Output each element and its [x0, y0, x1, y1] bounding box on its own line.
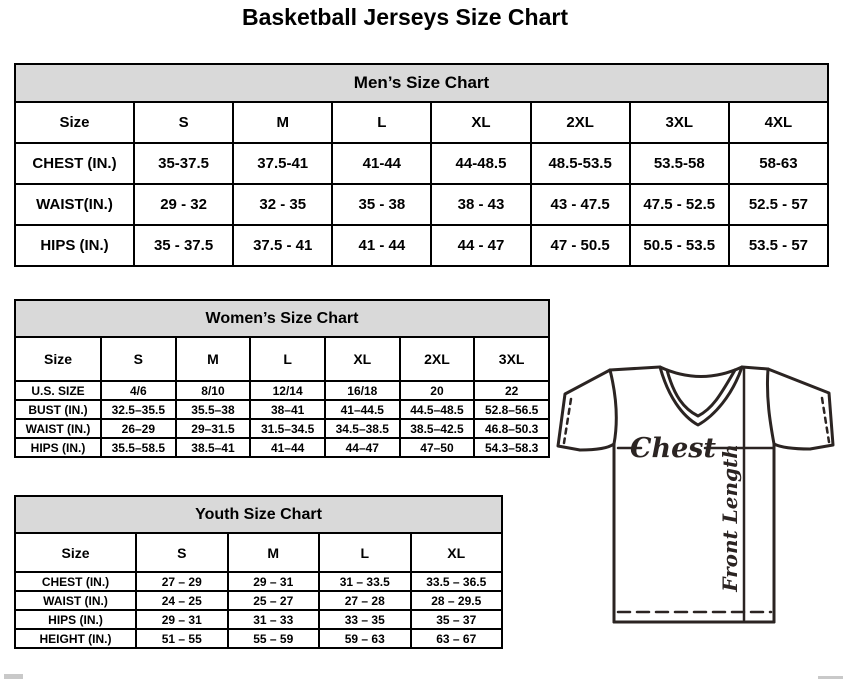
cell: 37.5 - 41 — [233, 225, 332, 266]
table-row — [15, 381, 549, 400]
column-header: 2XL — [531, 102, 630, 143]
cell: 38–41 — [250, 400, 325, 419]
cell: 35-37.5 — [134, 143, 233, 184]
cell: 54.3–58.3 — [474, 438, 549, 457]
cell: 35.5–38 — [176, 400, 251, 419]
cell: 35 - 37.5 — [134, 225, 233, 266]
cell: 52.5 - 57 — [729, 184, 828, 225]
column-header: M — [176, 337, 251, 381]
cell: 27 – 29 — [136, 572, 228, 591]
row-label: CHEST (IN.) — [15, 572, 136, 591]
cell: 33 – 35 — [319, 610, 411, 629]
cell: 43 - 47.5 — [531, 184, 630, 225]
cell: 38 - 43 — [431, 184, 530, 225]
column-header: XL — [411, 533, 503, 572]
cell: 32.5–35.5 — [101, 400, 176, 419]
cell: 26–29 — [101, 419, 176, 438]
mens-header-row — [15, 102, 828, 143]
chest-label: Chest — [630, 433, 716, 464]
cell: 16/18 — [325, 381, 400, 400]
cell: 53.5 - 57 — [729, 225, 828, 266]
womens-title-row — [15, 300, 549, 337]
cell: 44.5–48.5 — [400, 400, 475, 419]
cell: 27 – 28 — [319, 591, 411, 610]
column-header: 4XL — [729, 102, 828, 143]
cropped-element-fragment — [4, 674, 23, 679]
cell: 44 - 47 — [431, 225, 530, 266]
column-header: S — [134, 102, 233, 143]
column-header: 3XL — [630, 102, 729, 143]
front-length-label: Front Length — [718, 444, 742, 592]
row-label: HIPS (IN.) — [15, 610, 136, 629]
cell: 41-44 — [332, 143, 431, 184]
row-label: BUST (IN.) — [15, 400, 101, 419]
cell: 4/6 — [101, 381, 176, 400]
cell: 22 — [474, 381, 549, 400]
cell: 63 – 67 — [411, 629, 503, 648]
cell: 52.8–56.5 — [474, 400, 549, 419]
column-header: S — [136, 533, 228, 572]
cell: 31 – 33.5 — [319, 572, 411, 591]
column-header: XL — [431, 102, 530, 143]
cell: 29 - 32 — [134, 184, 233, 225]
cell: 58-63 — [729, 143, 828, 184]
cell: 35.5–58.5 — [101, 438, 176, 457]
cell: 41 - 44 — [332, 225, 431, 266]
cell: 44–47 — [325, 438, 400, 457]
cell: 33.5 – 36.5 — [411, 572, 503, 591]
cell: 50.5 - 53.5 — [630, 225, 729, 266]
cell: 25 – 27 — [228, 591, 320, 610]
cell: 59 – 63 — [319, 629, 411, 648]
womens-size-table — [14, 299, 550, 458]
womens-header-row — [15, 337, 549, 381]
row-label: HEIGHT (IN.) — [15, 629, 136, 648]
row-label: CHEST (IN.) — [15, 143, 134, 184]
cell: 29 – 31 — [136, 610, 228, 629]
page-title: Basketball Jerseys Size Chart — [241, 4, 568, 30]
cell: 47 - 50.5 — [531, 225, 630, 266]
column-header: Size — [15, 533, 136, 572]
column-header: S — [101, 337, 176, 381]
table-row — [15, 572, 502, 591]
column-header: M — [228, 533, 320, 572]
table-row — [15, 143, 828, 184]
cell: 12/14 — [250, 381, 325, 400]
table-row — [15, 591, 502, 610]
cell: 41–44 — [250, 438, 325, 457]
column-header: L — [250, 337, 325, 381]
womens-chart-title: Women’s Size Chart — [15, 300, 549, 337]
table-row — [15, 419, 549, 438]
cell: 35 – 37 — [411, 610, 503, 629]
mens-size-table — [14, 63, 829, 267]
cell: 20 — [400, 381, 475, 400]
row-label: HIPS (IN.) — [15, 225, 134, 266]
row-label: HIPS (IN.) — [15, 438, 101, 457]
table-row — [15, 400, 549, 419]
cell: 38.5–41 — [176, 438, 251, 457]
table-row — [15, 225, 828, 266]
youth-chart-title: Youth Size Chart — [15, 496, 502, 533]
cell: 34.5–38.5 — [325, 419, 400, 438]
column-header: XL — [325, 337, 400, 381]
row-label: WAIST(IN.) — [15, 184, 134, 225]
table-row — [15, 184, 828, 225]
cell: 41–44.5 — [325, 400, 400, 419]
cell: 31.5–34.5 — [250, 419, 325, 438]
table-row — [15, 610, 502, 629]
column-header: L — [332, 102, 431, 143]
cell: 38.5–42.5 — [400, 419, 475, 438]
cell: 35 - 38 — [332, 184, 431, 225]
row-label: U.S. SIZE — [15, 381, 101, 400]
cell: 31 – 33 — [228, 610, 320, 629]
youth-size-table — [14, 495, 503, 649]
column-header: Size — [15, 102, 134, 143]
column-header: Size — [15, 337, 101, 381]
cell: 51 – 55 — [136, 629, 228, 648]
column-header: 2XL — [400, 337, 475, 381]
cell: 46.8–50.3 — [474, 419, 549, 438]
cell: 29–31.5 — [176, 419, 251, 438]
cell: 24 – 25 — [136, 591, 228, 610]
column-header: L — [319, 533, 411, 572]
cell: 47.5 - 52.5 — [630, 184, 729, 225]
cell: 47–50 — [400, 438, 475, 457]
cell: 48.5-53.5 — [531, 143, 630, 184]
cell: 8/10 — [176, 381, 251, 400]
youth-header-row — [15, 533, 502, 572]
column-header: M — [233, 102, 332, 143]
table-row — [15, 629, 502, 648]
row-label: WAIST (IN.) — [15, 591, 136, 610]
cell: 37.5-41 — [233, 143, 332, 184]
cell: 29 – 31 — [228, 572, 320, 591]
table-row — [15, 438, 549, 457]
cell: 55 – 59 — [228, 629, 320, 648]
cell: 32 - 35 — [233, 184, 332, 225]
cell: 44-48.5 — [431, 143, 530, 184]
column-header: 3XL — [474, 337, 549, 381]
jersey-measurement-diagram — [552, 358, 843, 630]
row-label: WAIST (IN.) — [15, 419, 101, 438]
cell: 53.5-58 — [630, 143, 729, 184]
youth-title-row — [15, 496, 502, 533]
jersey-diagram-icon — [552, 358, 843, 630]
mens-title-row — [15, 64, 828, 102]
cell: 28 – 29.5 — [411, 591, 503, 610]
mens-chart-title: Men’s Size Chart — [15, 64, 828, 102]
